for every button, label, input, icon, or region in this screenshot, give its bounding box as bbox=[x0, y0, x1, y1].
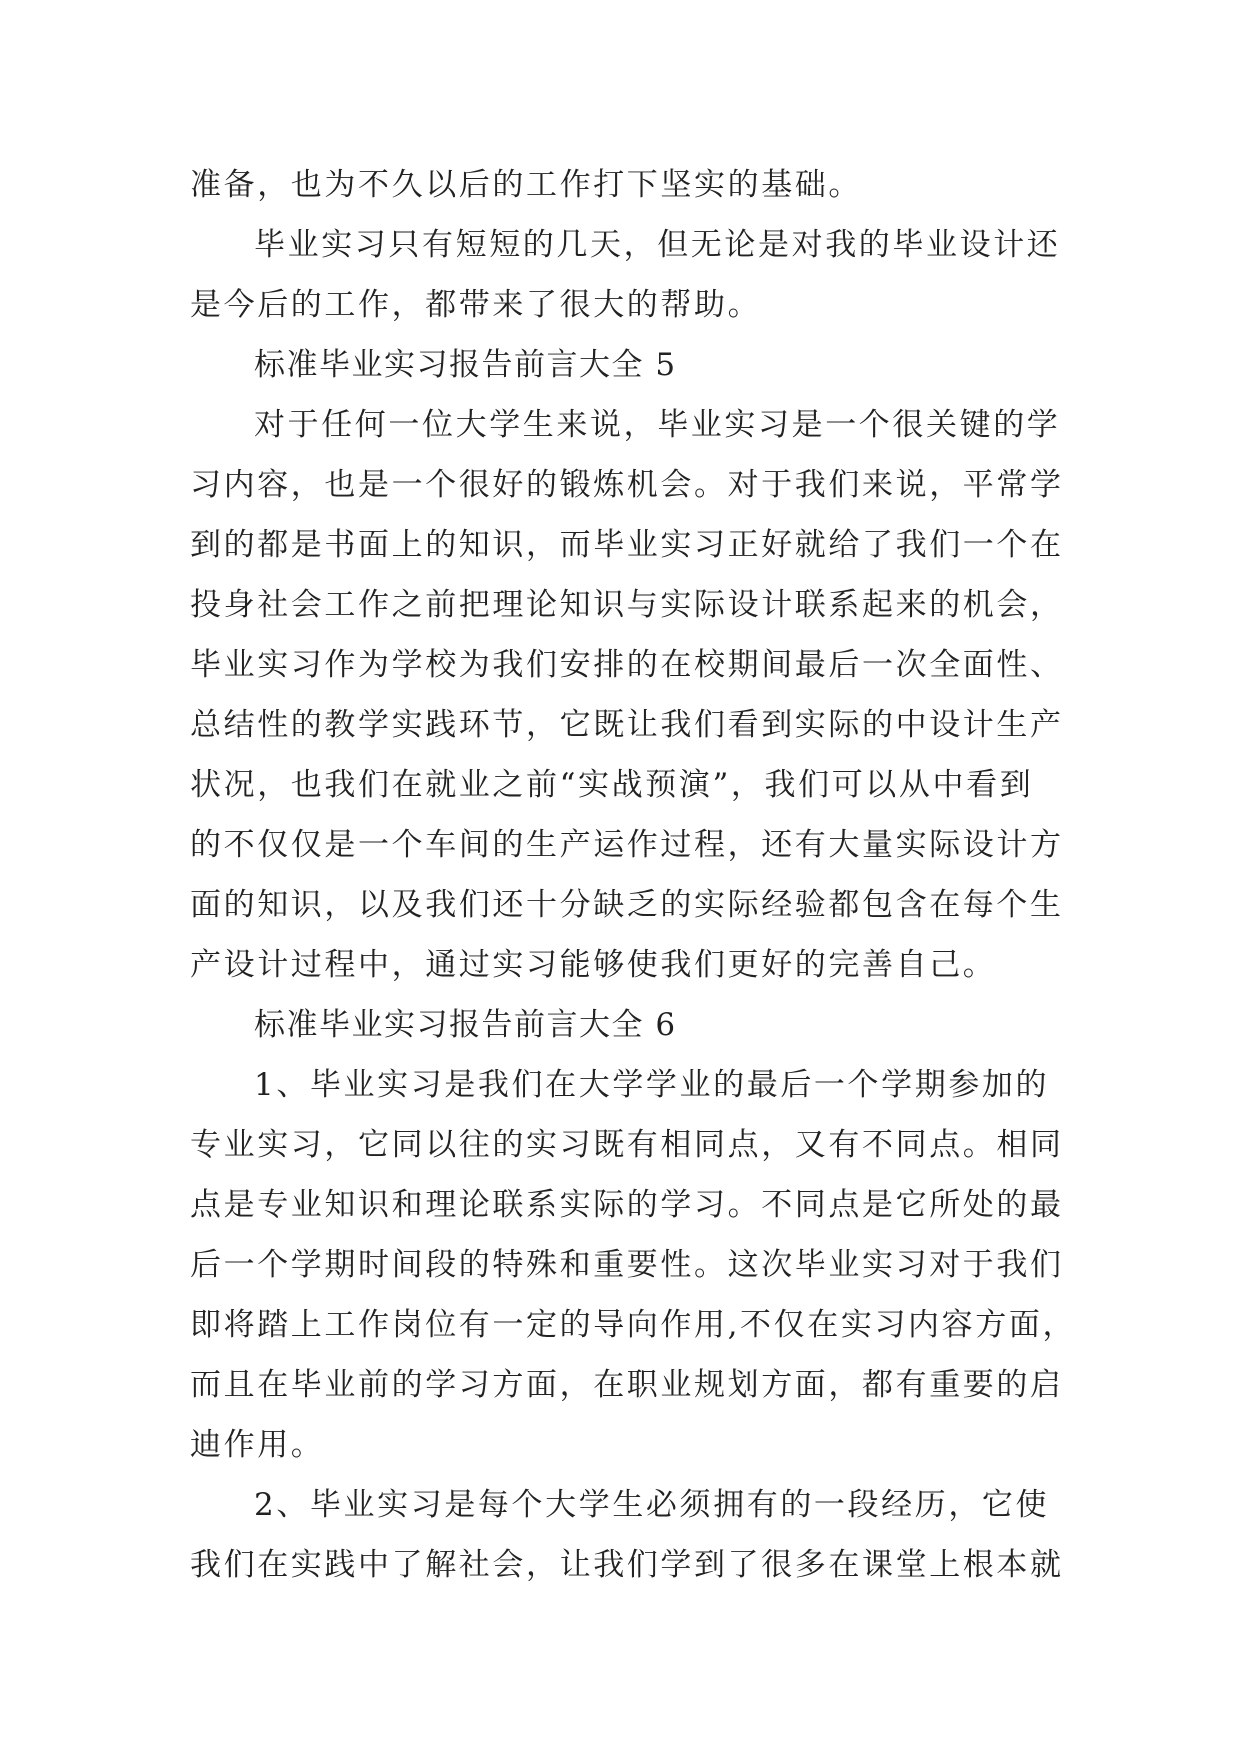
paragraph-first-line: 2、毕业实习是每个大学生必须拥有的一段经历，它使 bbox=[254, 1487, 1050, 1523]
text-line: 点是专业知识和理论联系实际的学习。不同点是它所处的最 bbox=[190, 1187, 1064, 1223]
text-line: 专业实习，它同以往的实习既有相同点，又有不同点。相同 bbox=[190, 1127, 1064, 1163]
text-line: 的不仅仅是一个车间的生产运作过程，还有大量实际设计方 bbox=[190, 827, 1064, 863]
text-line: 状况，也我们在就业之前“实战预演”，我们可以从中看到 bbox=[190, 767, 1034, 803]
paragraph-first-line: 1、毕业实习是我们在大学学业的最后一个学期参加的 bbox=[254, 1067, 1050, 1103]
text-line: 迪作用。 bbox=[190, 1427, 325, 1463]
section-heading: 标准毕业实习报告前言大全 6 bbox=[254, 1007, 677, 1043]
text-line: 投身社会工作之前把理论知识与实际设计联系起来的机会， bbox=[190, 587, 1064, 623]
text-line: 后一个学期时间段的特殊和重要性。这次毕业实习对于我们 bbox=[190, 1247, 1064, 1283]
text-line: 是今后的工作，都带来了很大的帮助。 bbox=[190, 287, 762, 323]
section-heading: 标准毕业实习报告前言大全 5 bbox=[254, 347, 677, 383]
paragraph-first-line: 对于任何一位大学生来说，毕业实习是一个很关键的学 bbox=[254, 407, 1061, 443]
text-line: 产设计过程中，通过实习能够使我们更好的完善自己。 bbox=[190, 947, 997, 983]
text-line: 到的都是书面上的知识，而毕业实习正好就给了我们一个在 bbox=[190, 527, 1064, 563]
text-line: 而且在毕业前的学习方面，在职业规划方面，都有重要的启 bbox=[190, 1367, 1064, 1403]
text-line: 毕业实习作为学校为我们安排的在校期间最后一次全面性、 bbox=[190, 647, 1064, 683]
paragraph-first-line: 毕业实习只有短短的几天，但无论是对我的毕业设计还 bbox=[254, 227, 1061, 263]
text-line: 面的知识，以及我们还十分缺乏的实际经验都包含在每个生 bbox=[190, 887, 1064, 923]
text-line: 我们在实践中了解社会，让我们学到了很多在课堂上根本就 bbox=[190, 1547, 1064, 1583]
text-line: 习内容，也是一个很好的锻炼机会。对于我们来说，平常学 bbox=[190, 467, 1064, 503]
text-line: 即将踏上工作岗位有一定的导向作用,不仅在实习内容方面， bbox=[190, 1307, 1077, 1343]
text-line: 准备，也为不久以后的工作打下坚实的基础。 bbox=[190, 167, 862, 203]
text-line: 总结性的教学实践环节，它既让我们看到实际的中设计生产 bbox=[190, 707, 1064, 743]
